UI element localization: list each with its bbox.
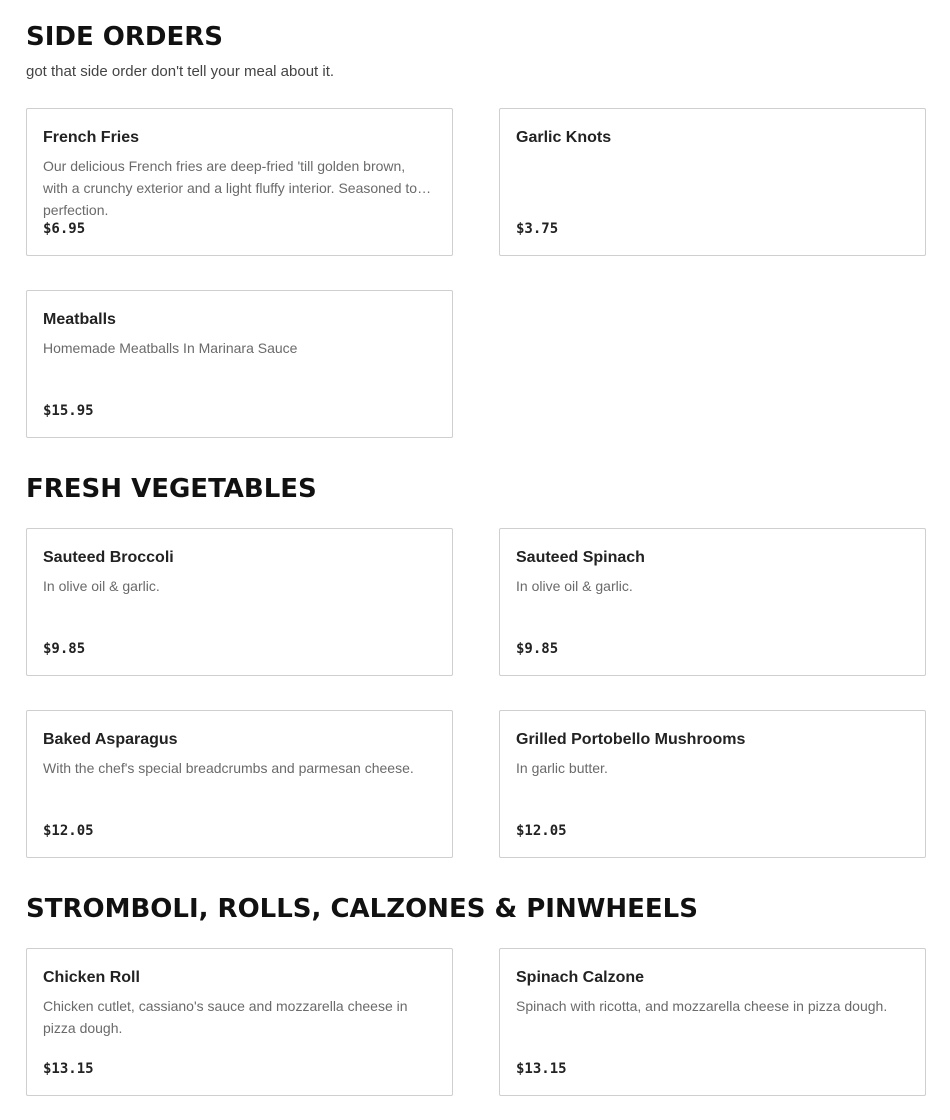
menu-item-card[interactable] [26,290,453,438]
menu-item-description: In olive oil & garlic. [43,578,160,594]
menu-item-description: Spinach with ricotta, and mozzarella cheese in pizza dough. [516,998,888,1014]
menu-item-description: With the chef's special breadcrumbs and parmesan cheese. [43,760,414,776]
menu-item-price: $13.15 [516,1061,567,1077]
menu-item-card[interactable] [499,108,926,256]
menu-item-name: French Fries [43,129,140,146]
menu-item-name: Grilled Portobello Mushrooms [516,731,746,748]
menu-item-description: In olive oil & garlic. [516,578,633,594]
section-title-fresh-vegetables: FRESH VEGETABLES [26,474,317,504]
menu-item-price: $15.95 [43,403,94,419]
menu-item-price: $3.75 [516,221,559,237]
section-title-side-orders: SIDE ORDERS [26,22,224,52]
menu-item-card[interactable] [26,528,453,676]
menu-item-name: Sauteed Spinach [516,549,645,566]
menu-item-price: $6.95 [43,221,86,237]
menu-item-card[interactable] [26,710,453,858]
menu-item-description: Our delicious French fries are deep-fried 'till golden brown, with a crunchy exterior and a light fluffy interior. Seasoned to perfection. [43,158,418,218]
menu-item-card[interactable] [26,108,453,256]
section-title-stromboli: STROMBOLI, ROLLS, CALZONES & PINWHEELS [26,894,698,924]
menu-item-description: Homemade Meatballs In Marinara Sauce [43,340,298,356]
menu-item-name: Sauteed Broccoli [43,549,174,566]
menu-item-price: $9.85 [516,641,559,657]
menu-item-name: Garlic Knots [516,129,612,146]
menu-item-card[interactable] [26,948,453,1096]
menu-item-card[interactable] [499,528,926,676]
menu-item-description: Chicken cutlet, cassiano's sauce and mozzarella cheese in pizza dough. [43,998,408,1036]
menu-item-name: Meatballs [43,311,116,328]
menu-item-price: $12.05 [43,823,94,839]
menu-item-price: $9.85 [43,641,86,657]
menu-item-card[interactable] [499,710,926,858]
menu-item-price: $12.05 [516,823,567,839]
section-subtitle: got that side order don't tell your meal about it. [26,63,335,80]
menu-item-name: Baked Asparagus [43,731,178,748]
menu-item-price: $13.15 [43,1061,94,1077]
menu-item-description: In garlic butter. [516,760,608,776]
menu-item-card[interactable] [499,948,926,1096]
menu-item-name: Chicken Roll [43,969,140,986]
menu-item-name: Spinach Calzone [516,969,645,986]
